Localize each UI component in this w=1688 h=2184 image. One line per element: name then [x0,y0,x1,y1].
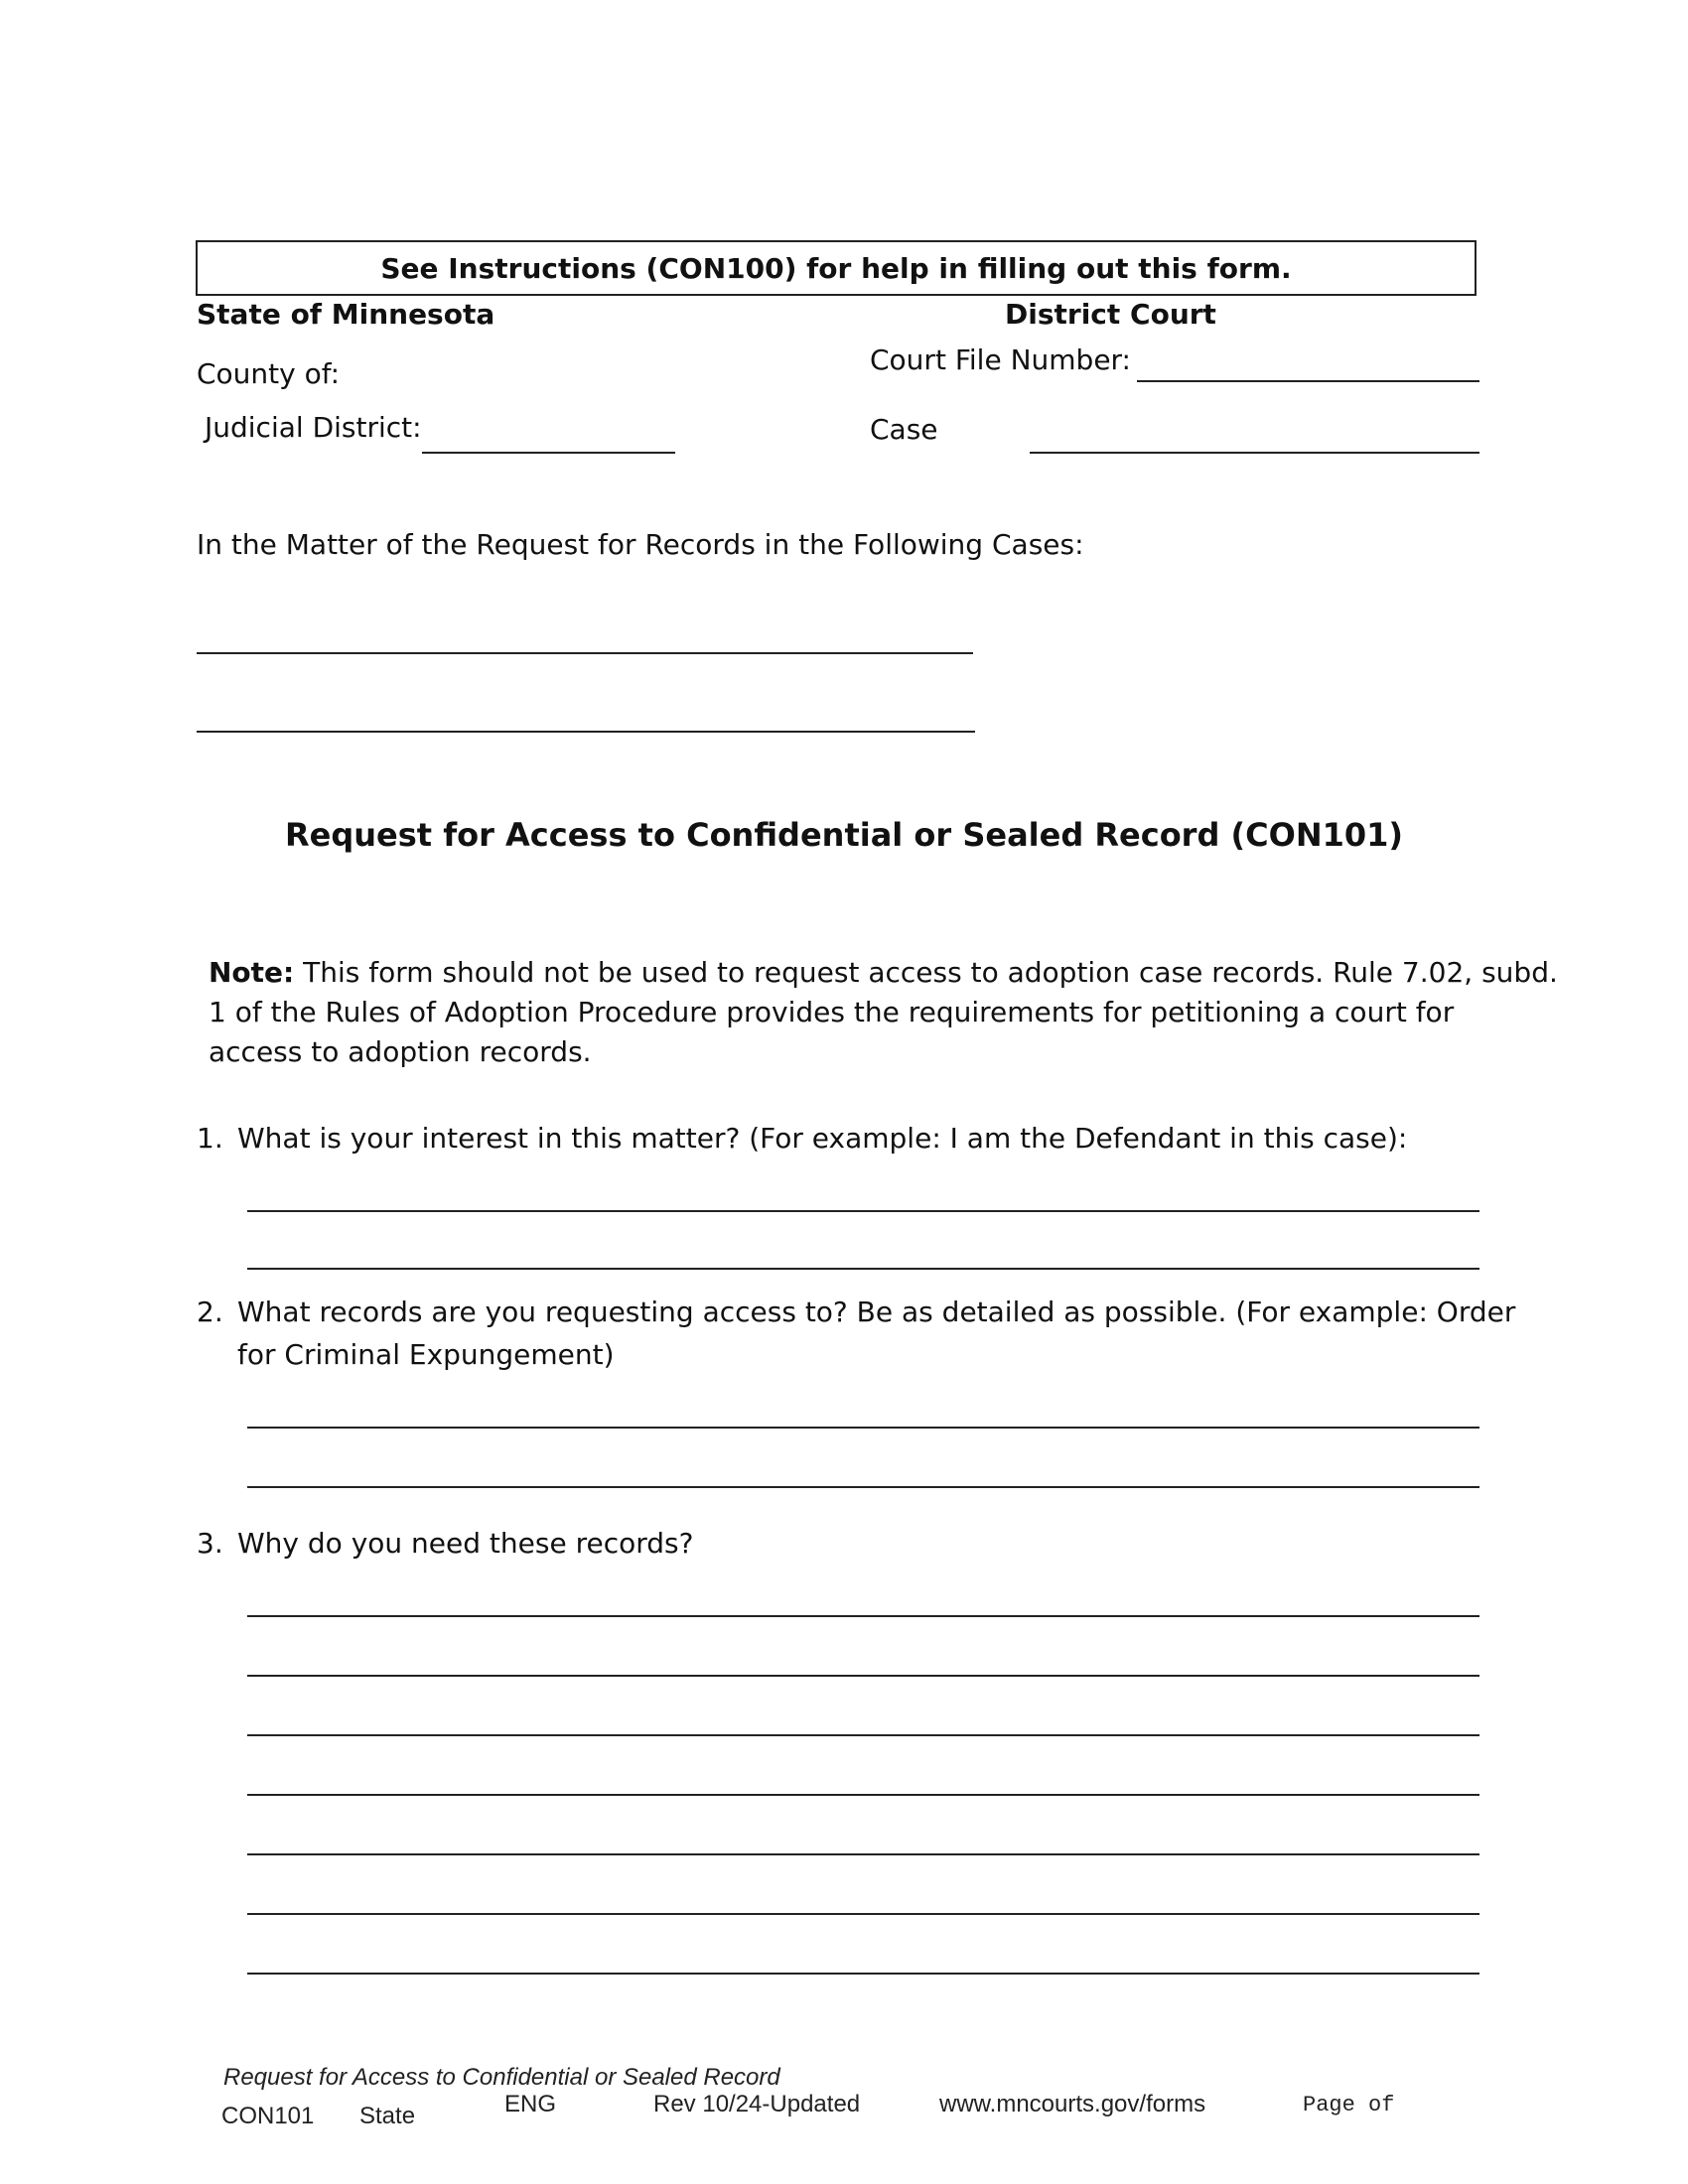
footer-url: www.mncourts.gov/forms [939,2091,1206,2117]
court-file-number-label: Court File Number: [870,343,1131,376]
question-3-number: 3. [197,1527,223,1560]
matter-text: In the Matter of the Request for Records in the Following Cases: [197,528,1084,561]
answer-3-line-4[interactable] [247,1794,1479,1796]
note-text-line-2: 1 of the Rules of Adoption Procedure provides the requirements for petitioning a court for [209,996,1455,1028]
case-label: Case [870,413,938,446]
answer-3-line-7[interactable] [247,1973,1479,1975]
answer-1-line-1[interactable] [247,1210,1479,1212]
footer-form-name: Request for Access to Confidential or Sealed Record [223,2064,780,2091]
note-paragraph [209,953,1558,1072]
footer-language: ENG [504,2091,557,2117]
answer-3-line-5[interactable] [247,1853,1479,1855]
judicial-district-label: Judicial District: [205,411,422,444]
judicial-district-field[interactable] [422,452,675,454]
footer-page-number: Page of [1303,2093,1395,2117]
footer-state: State [359,2103,416,2129]
answer-3-line-1[interactable] [247,1615,1479,1617]
question-2-text-line-1: What records are you requesting access to? Be as detailed as possible. (For example: Order [237,1296,1516,1328]
court-label: District Court [1005,298,1216,331]
note-text-line-1: This form should not be used to request access to adoption case records. Rule 7.02, subd. [303,956,1558,989]
question-2-number: 2. [197,1296,223,1328]
instructions-banner: See Instructions (CON100) for help in filling out this form. [196,240,1477,296]
question-1-number: 1. [197,1122,223,1155]
case-line-2[interactable] [197,731,975,733]
question-1-text: What is your interest in this matter? (For example: I am the Defendant in this case): [237,1122,1408,1155]
footer-form-code: CON101 [221,2103,315,2129]
answer-2-line-2[interactable] [247,1486,1479,1488]
answer-3-line-6[interactable] [247,1913,1479,1915]
answer-1-line-2[interactable] [247,1268,1479,1270]
form-title: Request for Access to Confidential or Sealed Record (CON101) [284,816,1404,854]
court-file-number-field[interactable] [1137,380,1479,382]
case-line-1[interactable] [197,652,973,654]
note-label: Note: [209,956,295,989]
answer-3-line-2[interactable] [247,1675,1479,1677]
question-2-text-line-2: for Criminal Expungement) [237,1338,615,1371]
answer-2-line-1[interactable] [247,1427,1479,1429]
question-3-text: Why do you need these records? [237,1527,694,1560]
state-label: State of Minnesota [197,298,495,331]
note-text-line-3: access to adoption records. [209,1035,592,1068]
footer-revision: Rev 10/24-Updated [653,2091,861,2117]
county-label: County of: [197,357,341,390]
answer-3-line-3[interactable] [247,1734,1479,1736]
case-field[interactable] [1030,452,1479,454]
